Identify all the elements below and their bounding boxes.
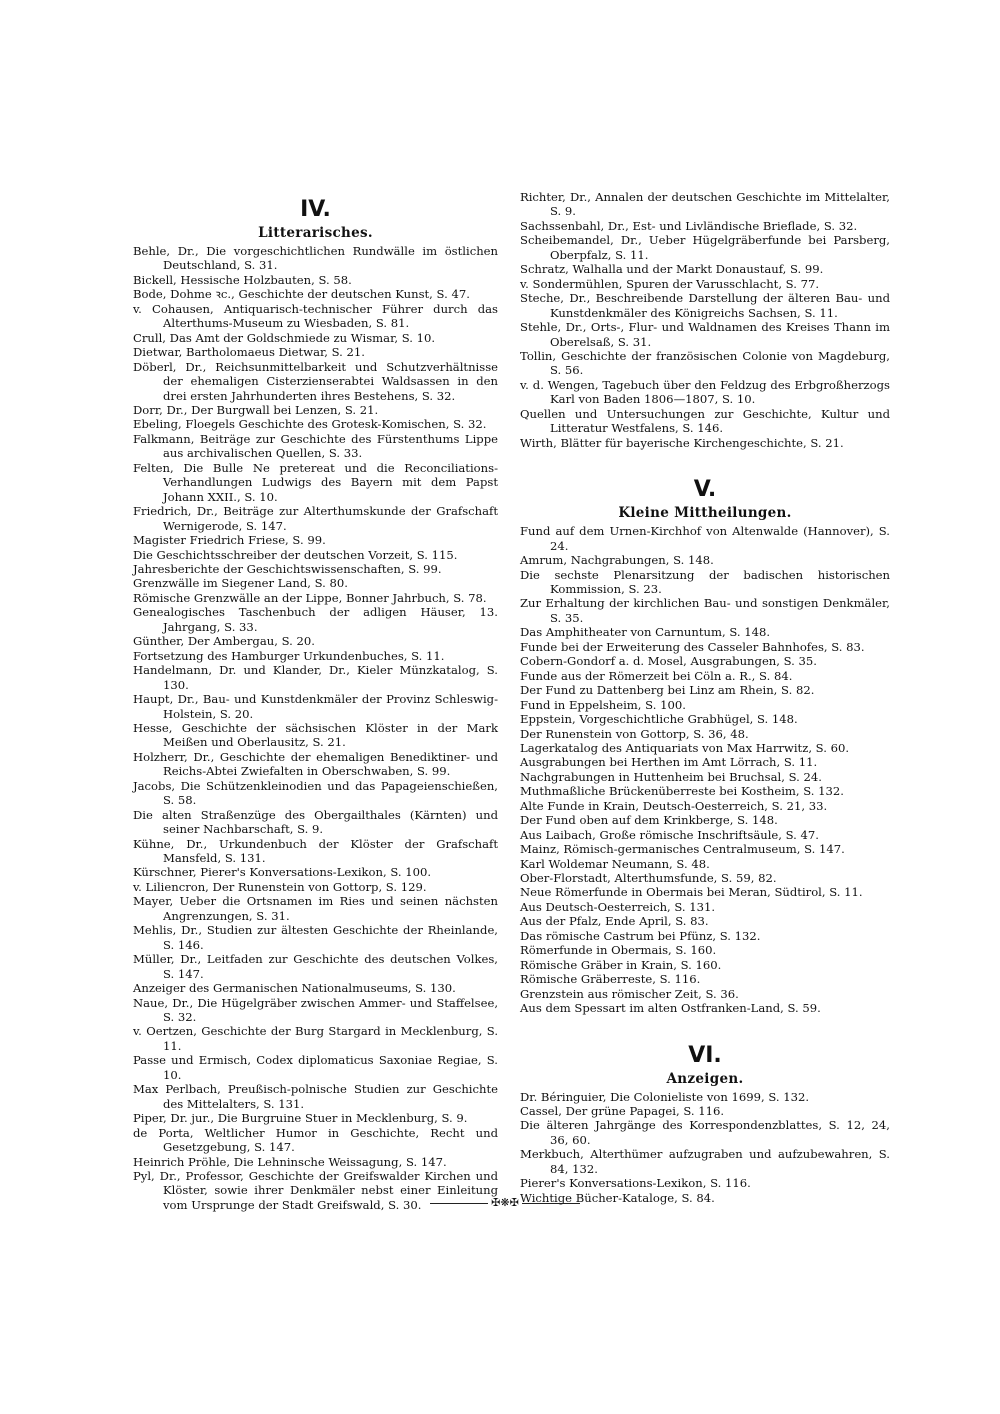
list-item: Felten, Die Bulle Ne pretereat und die Reconciliations-Verhandlungen Ludwigs des Bayern mit dem Papst Johann XXII., S. 10. xyxy=(133,460,498,504)
list-item: Zur Erhaltung der kirchlichen Bau- und sonstigen Denkmäler, S. 35. xyxy=(520,596,890,625)
list-item: Passe und Ermisch, Codex diplomaticus Saxoniae Regiae, S. 10. xyxy=(133,1053,498,1082)
list-item: v. d. Wengen, Tagebuch über den Feldzug des Erbgroßherzogs Karl von Baden 1806—1807, S. 10. xyxy=(520,377,890,407)
list-item: Bode, Dohme ꝛc., Geschichte der deutschen Kunst, S. 47. xyxy=(133,287,470,302)
section-iv-title: Litterarisches. xyxy=(258,225,373,241)
list-item: Pierer's Konversations-Lexikon, S. 116. xyxy=(520,1176,751,1191)
list-item: Tollin, Geschichte der französischen Colonie von Magdeburg, S. 56. xyxy=(520,348,890,378)
list-item: de Porta, Weltlicher Humor in Geschichte, Recht und Gesetzgebung, S. 147. xyxy=(133,1125,498,1155)
list-item: Falkmann, Beiträge zur Geschichte des Fürstenthums Lippe aus archivalischen Quellen, S. 33. xyxy=(133,431,498,461)
section-iv-numeral: IV. xyxy=(300,197,331,222)
list-item: Funde aus der Römerzeit bei Cöln a. R., S. 84. xyxy=(520,668,793,683)
section-v-title: Kleine Mittheilungen. xyxy=(618,505,792,522)
list-item: Cobern-Gondorf a. d. Mosel, Ausgrabungen, S. 35. xyxy=(520,654,817,669)
list-item: Piper, Dr. jur., Die Burgruine Stuer in Mecklenburg, S. 9. xyxy=(133,1111,468,1126)
list-item: Das römische Castrum bei Pfünz, S. 132. xyxy=(520,928,761,943)
list-item: Friedrich, Dr., Beiträge zur Alterthumskunde der Grafschaft Wernigerode, S. 147. xyxy=(133,504,498,533)
list-item: Ebeling, Floegels Geschichte des Grotesk-Komischen, S. 32. xyxy=(133,417,487,432)
list-item: Quellen und Untersuchungen zur Geschichte, Kultur und Litteratur Westfalens, S. 146. xyxy=(520,406,890,436)
list-item: Hesse, Geschichte der sächsischen Klöster in der Mark Meißen und Oberlausitz, S. 21. xyxy=(133,720,498,750)
list-item: Römische Grenzwälle an der Lippe, Bonner Jahrbuch, S. 78. xyxy=(133,590,487,605)
list-item: Bickell, Hessische Holzbauten, S. 58. xyxy=(133,272,352,287)
list-item: Fund auf dem Urnen-Kirchhof von Altenwalde (Hannover), S. 24. xyxy=(520,524,890,553)
list-item: Neue Römerfunde in Obermais bei Meran, Südtirol, S. 11. xyxy=(520,885,863,900)
list-item: Kürschner, Pierer's Konversations-Lexikon, S. 100. xyxy=(133,865,432,880)
list-item: Döberl, Dr., Reichsunmittelbarkeit und Schutzverhältnisse der ehemaligen Cisterzienserabtei Waldsassen in den drei ersten Jahrhunderten ihres Bestehens, S. 32. xyxy=(133,359,498,403)
list-item: v. Sondermühlen, Spuren der Varusschlacht, S. 77. xyxy=(520,276,820,291)
list-item: Wirth, Blätter für bayerische Kirchengeschichte, S. 21. xyxy=(520,435,844,450)
list-item: Dr. Béringuier, Die Colonieliste von 1699, S. 132. xyxy=(520,1089,810,1104)
list-item: Der Fund oben auf dem Krinkberge, S. 148. xyxy=(520,813,778,828)
list-item: Die älteren Jahrgänge des Korrespondenzblattes, S. 12, 24, 36, 60. xyxy=(520,1118,890,1147)
list-item: Cassel, Der grüne Papagei, S. 116. xyxy=(520,1104,725,1119)
list-item: Muthmaßliche Brückenüberreste bei Kostheim, S. 132. xyxy=(520,784,844,799)
list-item: Scheibemandel, Dr., Ueber Hügelgräberfunde bei Parsberg, Oberpfalz, S. 11. xyxy=(520,233,890,262)
list-item: Crull, Das Amt der Goldschmiede zu Wismar, S. 10. xyxy=(133,330,436,345)
list-item: Grenzstein aus römischer Zeit, S. 36. xyxy=(520,986,739,1001)
list-item: Fortsetzung des Hamburger Urkundenbuches, S. 11. xyxy=(133,648,445,663)
section-vi-list xyxy=(520,1090,890,1206)
list-item: Die sechste Plenarsitzung der badischen historischen Kommission, S. 23. xyxy=(520,567,890,596)
section-iv-list xyxy=(133,244,498,1212)
list-item: Merkbuch, Alterthümer aufzugraben und aufzubewahren, S. 84, 132. xyxy=(520,1147,890,1176)
list-item: Aus dem Spessart im alten Ostfranken-Land, S. 59. xyxy=(520,1001,821,1016)
list-item: Pyl, Dr., Professor, Geschichte der Greifswalder Kirchen und Klöster, sowie ihrer Denkmäler nebst einer Einleitung vom Ursprunge der Stadt Greifswald, S. 30. xyxy=(133,1169,498,1212)
list-item: v. Liliencron, Der Runenstein von Gottorp, S. 129. xyxy=(133,879,427,894)
list-item: Der Runenstein von Gottorp, S. 36, 48. xyxy=(520,726,749,741)
list-item: Alte Funde in Krain, Deutsch-Oesterreich, S. 21, 33. xyxy=(520,798,828,813)
list-item: Grenzwälle im Siegener Land, S. 80. xyxy=(133,576,348,591)
section-vi-title: Anzeigen. xyxy=(666,1070,744,1087)
list-item: Aus Deutsch-Oesterreich, S. 131. xyxy=(520,899,716,914)
list-item: Sachssenbahl, Dr., Est- und Livländische Brieflade, S. 32. xyxy=(520,218,858,233)
list-item: Die alten Straßenzüge des Obergailthales (Kärnten) und seiner Nachbarschaft, S. 9. xyxy=(133,807,498,837)
list-item: Fund in Eppelsheim, S. 100. xyxy=(520,697,686,712)
list-item: Heinrich Pröhle, Die Lehninsche Weissagung, S. 147. xyxy=(133,1154,447,1169)
list-item: Wichtige Bücher-Kataloge, S. 84. xyxy=(520,1190,715,1205)
list-item: Genealogisches Taschenbuch der adligen Häuser, 13. Jahrgang, S. 33. xyxy=(133,605,498,634)
list-item: Mayer, Ueber die Ortsnamen im Ries und seinen nächsten Angrenzungen, S. 31. xyxy=(133,894,498,923)
list-item: Behle, Dr., Die vorgeschichtlichen Rundwälle im östlichen Deutschland, S. 31. xyxy=(133,244,498,273)
list-item: Magister Friedrich Friese, S. 99. xyxy=(133,533,326,548)
list-item: Mehlis, Dr., Studien zur ältesten Geschichte der Rheinlande, S. 146. xyxy=(133,923,498,952)
list-item: Richter, Dr., Annalen der deutschen Geschichte im Mittelalter, S. 9. xyxy=(520,190,890,219)
list-item: Haupt, Dr., Bau- und Kunstdenkmäler der Provinz Schleswig-Holstein, S. 20. xyxy=(133,692,498,721)
list-item: Lagerkatalog des Antiquariats von Max Harrwitz, S. 60. xyxy=(520,740,850,755)
list-item: Naue, Dr., Die Hügelgräber zwischen Ammer- und Staffelsee, S. 32. xyxy=(133,995,498,1025)
list-item: v. Cohausen, Antiquarisch-technischer Führer durch das Alterthums-Museum zu Wiesbaden, S. 81. xyxy=(133,301,498,331)
section-v-numeral: V. xyxy=(693,477,717,503)
section-vi-numeral: VI. xyxy=(688,1042,722,1068)
list-item: v. Oertzen, Geschichte der Burg Stargard in Mecklenburg, S. 11. xyxy=(133,1024,498,1053)
list-item: Amrum, Nachgrabungen, S. 148. xyxy=(520,553,714,568)
list-item: Schratz, Walhalla und der Markt Donaustauf, S. 99. xyxy=(520,262,824,277)
section-v-list xyxy=(520,524,890,1015)
list-item: Eppstein, Vorgeschichtliche Grabhügel, S. 148. xyxy=(520,712,798,727)
list-item: Kühne, Dr., Urkundenbuch der Klöster der Grafschaft Mansfeld, S. 131. xyxy=(133,836,498,866)
section-iv-list-continued xyxy=(520,190,890,450)
list-item: Müller, Dr., Leitfaden zur Geschichte des deutschen Volkes, S. 147. xyxy=(133,952,498,981)
right-column xyxy=(520,190,890,1205)
list-item: Ausgrabungen bei Herthen im Amt Lörrach, S. 11. xyxy=(520,755,818,770)
list-item: Dorr, Dr., Der Burgwall bei Lenzen, S. 21. xyxy=(133,402,379,417)
list-item: Handelmann, Dr. und Klander, Dr., Kieler Münzkatalog, S. 130. xyxy=(133,663,498,692)
list-item: Jahresberichte der Geschichtswissenschaften, S. 99. xyxy=(133,561,442,576)
list-item: Nachgrabungen in Huttenheim bei Bruchsal, S. 24. xyxy=(520,769,822,784)
list-item: Ober-Florstadt, Alterthumsfunde, S. 59, 82. xyxy=(520,871,777,886)
list-item: Römerfunde in Obermais, S. 160. xyxy=(520,943,717,958)
list-item: Aus der Pfalz, Ende April, S. 83. xyxy=(520,914,709,929)
list-item: Funde bei der Erweiterung des Casseler Bahnhofes, S. 83. xyxy=(520,639,865,654)
list-item: Holzherr, Dr., Geschichte der ehemaligen Benediktiner- und Reichs-Abtei Zwiefalten in Oberschwaben, S. 99. xyxy=(133,749,498,779)
list-item: Römische Gräberreste, S. 116. xyxy=(520,972,701,987)
list-item: Karl Woldemar Neumann, S. 48. xyxy=(520,856,710,871)
list-item: Max Perlbach, Preußisch-polnische Studien zur Geschichte des Mittelalters, S. 131. xyxy=(133,1082,498,1111)
fleuron-divider-icon: ✠❋✠ xyxy=(430,1198,580,1208)
list-item: Steche, Dr., Beschreibende Darstellung der älteren Bau- und Kunstdenkmäler des Königreichs Sachsen, S. 11. xyxy=(520,291,890,320)
list-item: Günther, Der Ambergau, S. 20. xyxy=(133,634,315,649)
list-item: Jacobs, Die Schützenkleinodien und das Papageienschießen, S. 58. xyxy=(133,778,498,808)
list-item: Der Fund zu Dattenberg bei Linz am Rhein, S. 82. xyxy=(520,683,815,698)
list-item: Das Amphitheater von Carnuntum, S. 148. xyxy=(520,625,771,640)
list-item: Mainz, Römisch-germanisches Centralmuseum, S. 147. xyxy=(520,842,845,857)
list-item: Römische Gräber in Krain, S. 160. xyxy=(520,957,722,972)
list-item: Dietwar, Bartholomaeus Dietwar, S. 21. xyxy=(133,345,365,360)
left-column xyxy=(133,190,498,1212)
list-item: Aus Laibach, Große römische Inschriftsäule, S. 47. xyxy=(520,827,819,842)
list-item: Die Geschichtsschreiber der deutschen Vorzeit, S. 115. xyxy=(133,547,458,562)
list-item: Stehle, Dr., Orts-, Flur- und Waldnamen des Kreises Thann im Oberelsaß, S. 31. xyxy=(520,320,890,349)
list-item: Anzeiger des Germanischen Nationalmuseums, S. 130. xyxy=(133,981,456,996)
